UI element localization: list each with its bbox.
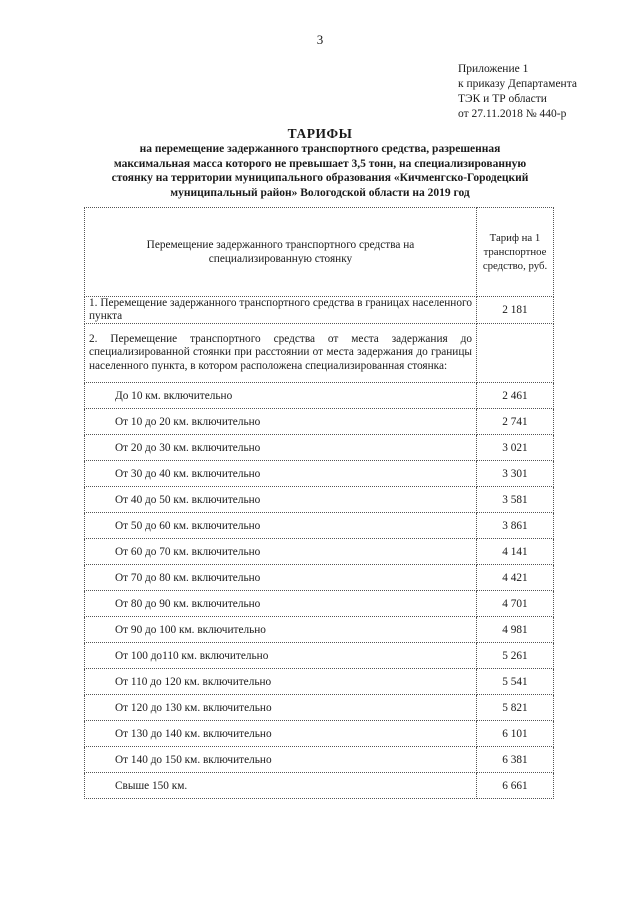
distance-label: От 30 до 40 км. включительно [85,461,477,487]
tariff-table [84,207,554,799]
tariff-value: 4 981 [477,617,554,643]
section-1-value: 2 181 [477,297,554,324]
distance-label: От 40 до 50 км. включительно [85,487,477,513]
distance-label: От 120 до 130 км. включительно [85,695,477,721]
distance-label: От 60 до 70 км. включительно [85,539,477,565]
distance-label: От 100 до110 км. включительно [85,643,477,669]
table-row [85,617,554,643]
distance-label: От 20 до 30 км. включительно [85,435,477,461]
tariff-value: 2 741 [477,409,554,435]
appendix-line-3: ТЭК и ТР области [458,93,547,105]
tariff-value: 4 141 [477,539,554,565]
table-row [85,721,554,747]
table-row [85,539,554,565]
table-row [85,461,554,487]
table-row [85,565,554,591]
section-2-row [85,324,554,383]
table-row [85,487,554,513]
distance-label: От 90 до 100 км. включительно [85,617,477,643]
table-row [85,591,554,617]
table-row [85,435,554,461]
appendix-line-2: к приказу Департамента [458,78,577,90]
distance-label: От 80 до 90 км. включительно [85,591,477,617]
distance-label: От 140 до 150 км. включительно [85,747,477,773]
table-row [85,669,554,695]
table-row [85,383,554,409]
document-title: ТАРИФЫ [287,126,353,141]
distance-label: От 110 до 120 км. включительно [85,669,477,695]
appendix-line-1: Приложение 1 [458,63,529,75]
distance-label: До 10 км. включительно [85,383,477,409]
tariff-value: 2 461 [477,383,554,409]
header-description: Перемещение задержанного транспортного средства на специализированную стоянку [85,208,477,297]
table-row [85,747,554,773]
document-subtitle: на перемещение задержанного транспортного средства, разрешенная максимальная масса которого не превышает 3,5 тонн, на специализированную стоянку на территории муниципального образования «Кичменгско-Городецкий муниципальный район» Вологодской области на 2019 год [111,143,529,199]
table-row [85,513,554,539]
table-row [85,695,554,721]
section-2-label: 2. Перемещение транспортного средства от места задержания до специализированной стоянки при расстоянии от места задержания до границы населенного пункта, в котором расположена специализированная стоянка: [85,324,477,383]
distance-label: От 50 до 60 км. включительно [85,513,477,539]
distance-label: Свыше 150 км. [85,773,477,799]
tariff-value: 5 541 [477,669,554,695]
tariff-value: 4 701 [477,591,554,617]
tariff-value: 3 861 [477,513,554,539]
distance-label: От 70 до 80 км. включительно [85,565,477,591]
tariff-value: 5 261 [477,643,554,669]
tariff-value: 3 581 [477,487,554,513]
header-price: Тариф на 1 транспортное средство, руб. [477,208,554,297]
section-1-row [85,297,554,324]
tariff-value: 4 421 [477,565,554,591]
tariff-value: 6 101 [477,721,554,747]
tariff-value: 5 821 [477,695,554,721]
table-row [85,409,554,435]
table-row [85,773,554,799]
tariff-value: 6 381 [477,747,554,773]
tariff-value: 3 021 [477,435,554,461]
appendix-block [458,62,628,122]
distance-label: От 130 до 140 км. включительно [85,721,477,747]
appendix-line-4: от 27.11.2018 № 440-р [458,108,567,120]
page-number: 3 [316,32,324,47]
tariff-value: 6 661 [477,773,554,799]
section-2-value-empty [477,324,554,383]
table-row [85,643,554,669]
distance-label: От 10 до 20 км. включительно [85,409,477,435]
tariff-value: 3 301 [477,461,554,487]
table-header-row [85,208,554,297]
section-1-label: 1. Перемещение задержанного транспортного средства в границах населенного пункта [85,297,477,324]
